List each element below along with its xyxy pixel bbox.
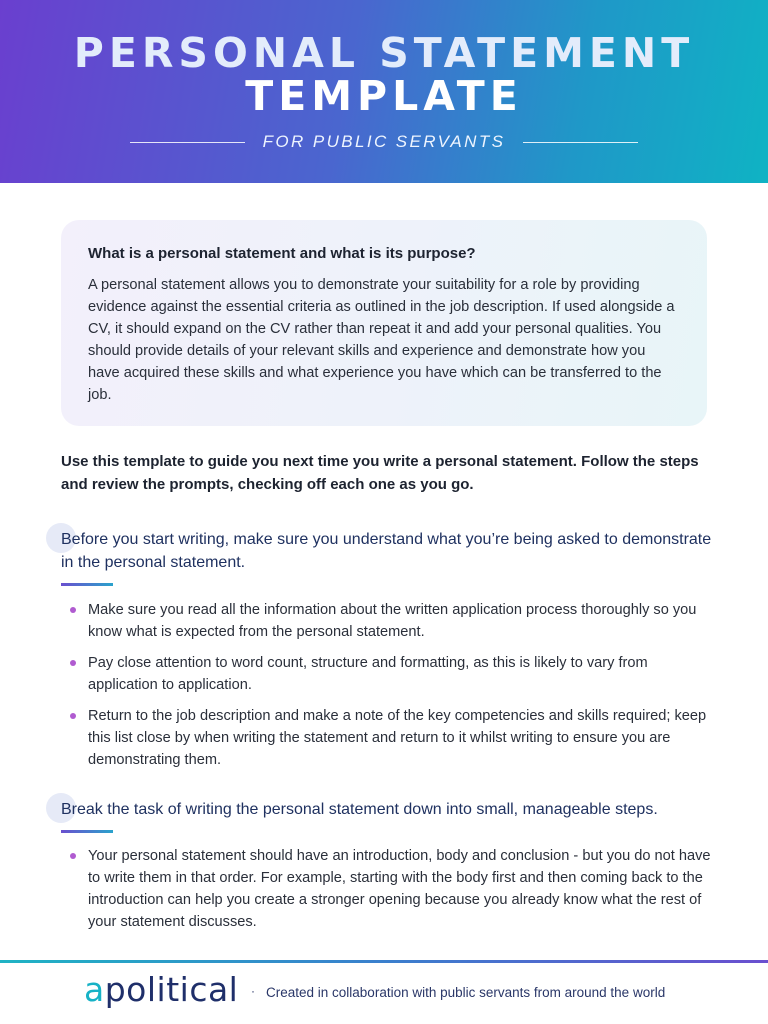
section-underline: [61, 583, 113, 586]
header-banner: [0, 0, 768, 183]
bullet-dot-icon: [70, 607, 76, 613]
section-heading: Break the task of writing the personal statement down into small, manageable steps.: [61, 801, 658, 818]
page-subtitle: FOR PUBLIC SERVANTS: [262, 132, 506, 151]
list-item-text: Return to the job description and make a note of the key competencies and skills required; keep this list close by when writing the statement and return to it whilst writing to ensure you are demonstrating them.: [88, 708, 707, 768]
footer-divider: [0, 960, 768, 963]
bullet-dot-icon: [70, 853, 76, 859]
intro-text: Use this template to guide you next time you write a personal statement. Follow the steps and review the prompts, checking off each one as you go.: [61, 453, 699, 493]
list-item-text: Make sure you read all the information about the written application process thoroughly so you know what is expected from the personal statement.: [88, 602, 697, 640]
list-item-text: Your personal statement should have an introduction, body and conclusion - but you do not have to write them in that order. For example, starting with the body first and then coming back to the introduction can help you create a stronger opening because you already know what the rest of your statement discusses.: [88, 848, 711, 930]
footer-separator: ·: [251, 984, 255, 998]
section-heading: Before you start writing, make sure you understand what you’re being asked to demonstrate in the personal statement.: [61, 531, 712, 571]
bullet-list: [61, 845, 711, 942]
subtitle-row: [0, 130, 768, 154]
list-item: [61, 845, 711, 933]
logo-word: political: [104, 970, 239, 1009]
list-item: [61, 705, 711, 771]
apolitical-logo[interactable]: [84, 970, 238, 1010]
subtitle-divider-right: [523, 142, 638, 143]
section-underline: [61, 830, 113, 833]
bullet-dot-icon: [70, 713, 76, 719]
info-card-heading: What is a personal statement and what is its purpose?: [88, 245, 476, 262]
bullet-dot-icon: [70, 660, 76, 666]
info-card: [61, 220, 707, 426]
logo-letter: a: [84, 970, 105, 1009]
page-title-line-1: PERSONAL STATEMENT: [73, 29, 695, 77]
list-item: [61, 599, 711, 643]
footer-tagline: Created in collaboration with public servants from around the world: [266, 985, 666, 1000]
info-card-body: A personal statement allows you to demonstrate your suitability for a role by providing evidence against the essential criteria as outlined in the job description. If used alongside a CV, it should expand on the CV rather than repeat it and add your personal qualities. You should provide details of your relevant skills and experience and demonstrate how you have acquired these skills and what experience you have which can be transferred to the job.: [88, 277, 675, 403]
bullet-list: [61, 599, 711, 780]
list-item: [61, 652, 711, 696]
list-item-text: Pay close attention to word count, structure and formatting, as this is likely to vary from application to application.: [88, 655, 648, 693]
subtitle-divider-left: [130, 142, 245, 143]
page-title-line-2: TEMPLATE: [245, 72, 523, 120]
